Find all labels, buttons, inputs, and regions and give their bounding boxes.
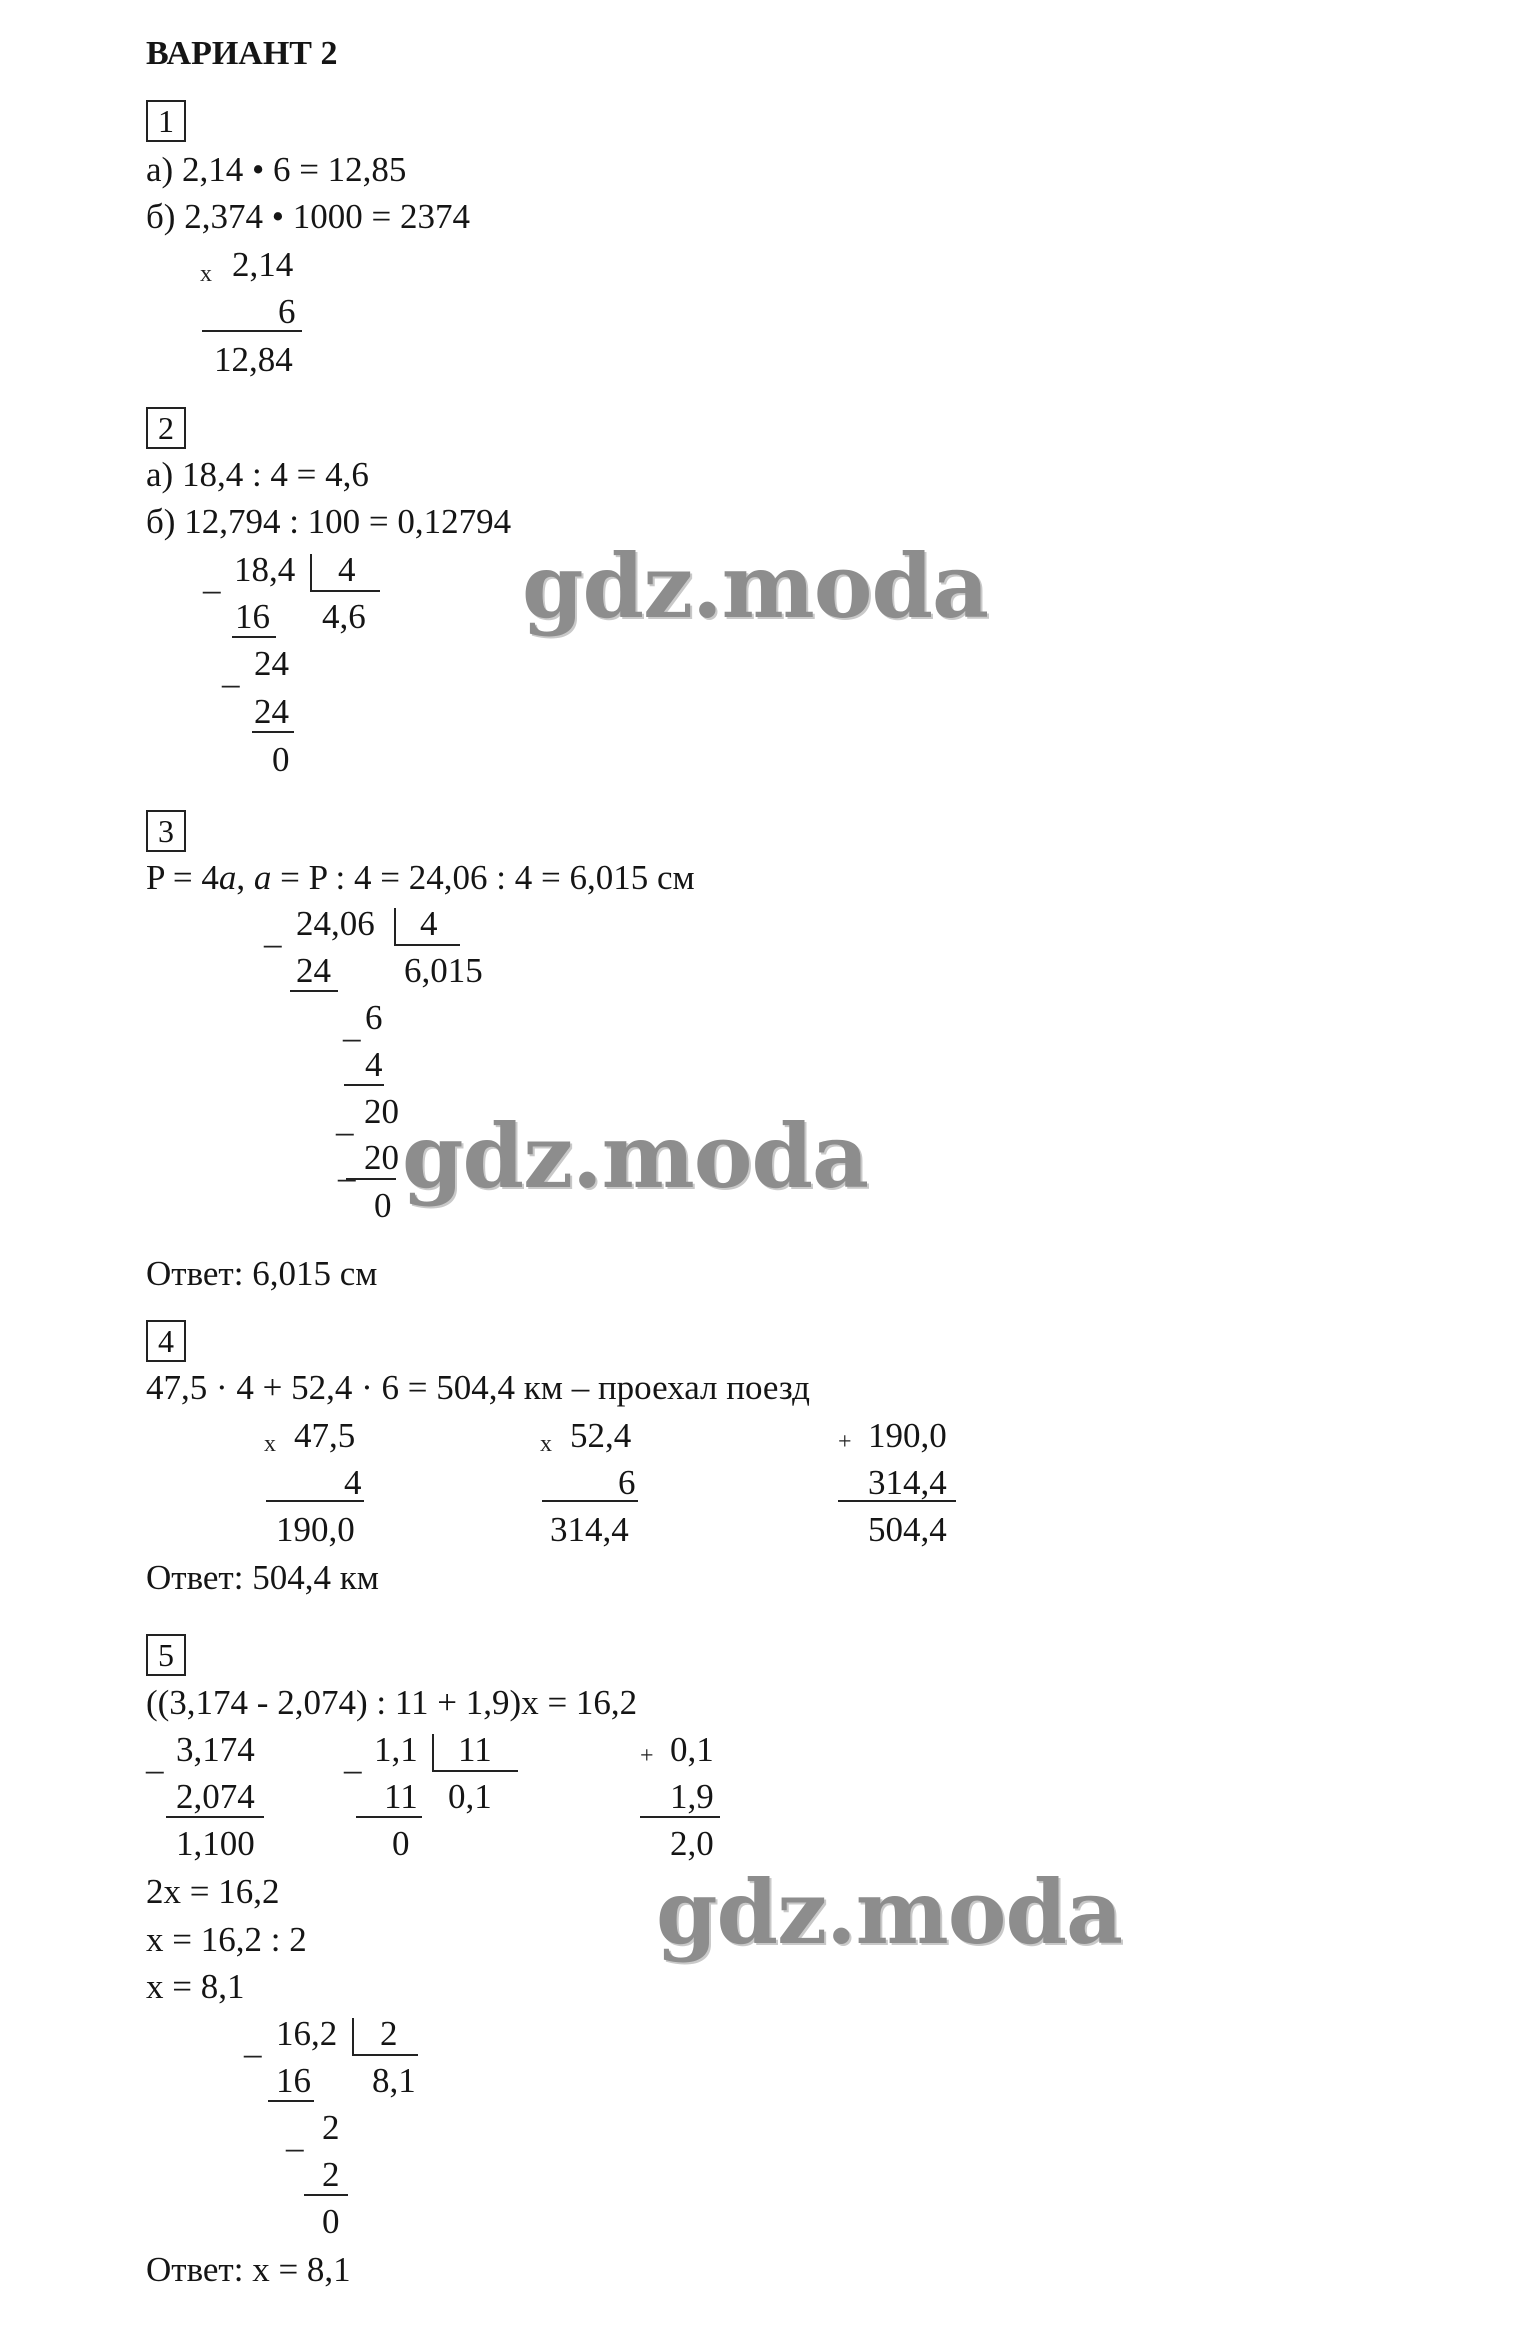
task3-quotient: 6,015 — [404, 951, 483, 990]
watermark-3: gdz.moda — [656, 1860, 1123, 1964]
task3-minus-1: _ — [264, 912, 282, 951]
task4-c2-a: 52,4 — [570, 1416, 632, 1455]
task5-div2-bar — [352, 2018, 354, 2054]
task5-div1-minus: _ — [344, 1738, 362, 1777]
task5-div2-sub1: 16 — [276, 2061, 311, 2100]
task5-div1-remainder: 0 — [392, 1824, 410, 1863]
task4-c3-plus-sign: + — [838, 1429, 852, 1455]
task4-c2-b: 6 — [618, 1463, 636, 1502]
task-number-2: 2 — [146, 407, 186, 449]
task4-c3-result: 504,4 — [868, 1510, 947, 1549]
task5-div1-sub-rule — [356, 1816, 422, 1818]
task3-remainder: 0 — [374, 1186, 392, 1225]
watermark-1: gdz.moda — [522, 534, 989, 638]
task5-step-2: x = 16,2 : 2 — [146, 1920, 307, 1959]
task3-minus-3: _ — [336, 1100, 354, 1139]
task2-quotient: 4,6 — [322, 597, 366, 636]
task4-c2-result: 314,4 — [550, 1510, 629, 1549]
task3-s2: 4 — [365, 1045, 383, 1084]
task5-div1-bar — [432, 1734, 434, 1770]
task5-add-result: 2,0 — [670, 1824, 714, 1863]
task5-sub-result: 1,100 — [176, 1824, 255, 1863]
task3-line-var-a2: a — [253, 858, 272, 897]
task4-c2-rule — [542, 1500, 638, 1502]
task4-c3-rule — [838, 1500, 956, 1502]
task5-add-a: 0,1 — [670, 1730, 714, 1769]
task4-c3-b: 314,4 — [868, 1463, 947, 1502]
task5-div2-dividend: 16,2 — [276, 2014, 338, 2053]
task2-dividend: 18,4 — [234, 550, 296, 589]
task1-calc-result: 12,84 — [214, 340, 293, 379]
task3-line-post: = P : 4 = 24,06 : 4 = 6,015 см — [271, 858, 695, 897]
task2-sub2: 24 — [254, 692, 289, 731]
task3-minus-4: _ — [338, 1146, 356, 1185]
task5-add-b: 1,9 — [670, 1777, 714, 1816]
task-number-4: 4 — [146, 1320, 186, 1362]
task2-sub1-rule — [232, 636, 276, 638]
task4-c1-b: 4 — [344, 1463, 362, 1502]
task1-calc-b: 6 — [278, 292, 296, 331]
task5-add-rule — [640, 1816, 720, 1818]
task5-div2-divisor: 2 — [380, 2014, 398, 2053]
task5-div2-minus-2: _ — [286, 2116, 304, 2155]
task-number-1: 1 — [146, 100, 186, 142]
task2-divisor-rule — [310, 590, 380, 592]
task3-s2-rule — [344, 1084, 384, 1086]
task5-sub-minus: _ — [146, 1738, 164, 1777]
task5-line: ((3,174 - 2,074) : 11 + 1,9)x = 16,2 — [146, 1683, 638, 1722]
task4-line: 47,5 · 4 + 52,4 · 6 = 504,4 км – проехал поезд — [146, 1368, 810, 1407]
task2-divisor: 4 — [338, 550, 356, 589]
task5-div1-divisor: 11 — [458, 1730, 492, 1769]
task3-s3-rule — [346, 1178, 396, 1180]
task4-c2-multiply-sign: x — [540, 1431, 552, 1457]
watermark-2: gdz.moda — [402, 1104, 869, 1208]
task2-minus-2: _ — [222, 652, 240, 691]
task1-line-b: б) 2,374 • 1000 = 2374 — [146, 197, 470, 236]
task5-div2-r1: 2 — [322, 2108, 340, 2147]
task5-div2-quotient: 8,1 — [372, 2061, 416, 2100]
task3-minus-2: _ — [343, 1006, 361, 1045]
task3-line-var-a1: a — [218, 858, 237, 897]
task5-sub-rule — [166, 1816, 264, 1818]
task3-sub1: 24 — [296, 951, 331, 990]
task1-line-a: а) 2,14 • 6 = 12,85 — [146, 150, 407, 189]
task2-rem1: 24 — [254, 644, 289, 683]
task3-dividend: 24,06 — [296, 904, 375, 943]
task3-sub1-rule — [290, 990, 338, 992]
task4-c1-result: 190,0 — [276, 1510, 355, 1549]
task5-answer: Ответ: x = 8,1 — [146, 2250, 351, 2289]
task2-minus-1: _ — [203, 558, 221, 597]
task1-calc-rule — [202, 330, 302, 332]
task3-s3: 20 — [364, 1138, 399, 1177]
task3-r1: 6 — [365, 998, 383, 1037]
task5-div1-dividend: 1,1 — [374, 1730, 418, 1769]
task5-div1-sub: 11 — [384, 1777, 418, 1816]
task3-answer: Ответ: 6,015 см — [146, 1254, 378, 1293]
task5-add-plus: + — [640, 1743, 654, 1769]
task3-line-mid: , — [236, 858, 254, 897]
task2-line-b: б) 12,794 : 100 = 0,12794 — [146, 502, 512, 541]
task4-c1-multiply-sign: x — [264, 1431, 276, 1457]
task4-c1-a: 47,5 — [294, 1416, 356, 1455]
task2-sub1: 16 — [235, 597, 270, 636]
task3-line-pre: P = 4 — [146, 858, 219, 897]
task5-div2-sub1-rule — [268, 2100, 314, 2102]
task-number-3: 3 — [146, 810, 186, 852]
task4-c3-a: 190,0 — [868, 1416, 947, 1455]
task5-step-1: 2x = 16,2 — [146, 1872, 280, 1911]
task5-step-3: x = 8,1 — [146, 1967, 245, 2006]
task3-r2: 20 — [364, 1092, 399, 1131]
task2-line-a: а) 18,4 : 4 = 4,6 — [146, 455, 369, 494]
task5-div2-minus-1: _ — [244, 2022, 262, 2061]
task4-answer: Ответ: 504,4 км — [146, 1558, 379, 1597]
task2-remainder: 0 — [272, 740, 290, 779]
task3-divisor-rule — [394, 944, 460, 946]
task2-sub2-rule — [252, 731, 294, 733]
task4-c1-rule — [266, 1500, 364, 1502]
task1-multiply-sign: x — [200, 261, 212, 287]
task1-calc-a: 2,14 — [232, 245, 294, 284]
task3-line — [146, 858, 695, 898]
task5-div2-s2: 2 — [322, 2155, 340, 2194]
page-title: ВАРИАНТ 2 — [146, 35, 338, 72]
task5-div1-divisor-rule — [432, 1770, 518, 1772]
task5-div2-s2-rule — [304, 2194, 348, 2196]
task5-sub-b: 2,074 — [176, 1777, 255, 1816]
task-number-5: 5 — [146, 1634, 186, 1676]
task3-division-bar — [394, 908, 396, 944]
task5-div1-quotient: 0,1 — [448, 1777, 492, 1816]
task5-sub-a: 3,174 — [176, 1730, 255, 1769]
task5-div2-divisor-rule — [352, 2054, 418, 2056]
task3-divisor: 4 — [420, 904, 438, 943]
task2-division-bar — [310, 554, 312, 590]
task5-div2-remainder: 0 — [322, 2202, 340, 2241]
